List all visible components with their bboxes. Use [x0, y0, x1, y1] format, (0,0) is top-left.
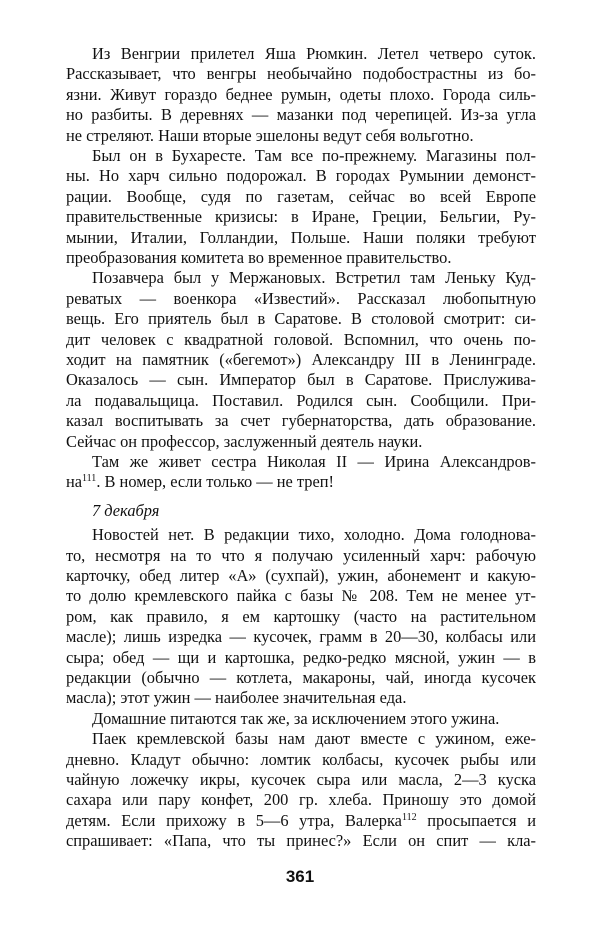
footnote-marker: 111: [82, 473, 97, 485]
text-line: редакции (обычно — котлета, макароны, чай, иногда кусочек: [66, 668, 536, 687]
text-line: Домашние питаются так же, за исключением этого ужина.: [92, 708, 500, 728]
text-line: Паек кремлевской базы нам дают вместе с ужином, еже-: [92, 729, 536, 749]
text-line: масла); этот ужин — наиболее значительная еда.: [66, 688, 407, 708]
text-line: рации. Вообще, судя по газетам, сейчас во всей Европе: [66, 186, 536, 206]
text-line: ны. Но харч сильно подорожал. В городах Румынии демонст-: [66, 166, 536, 186]
text-fragment: просыпается и: [416, 810, 536, 830]
text-line: вещь. Его приятель был в Саратове. В столовой смотрит: си-: [66, 309, 536, 329]
text-line: Там же живет сестра Николая II — Ирина Александров-: [92, 452, 536, 471]
text-line: Сейчас он профессор, заслуженный деятель науки.: [66, 431, 423, 451]
text-line: Оказалось — сын. Император был в Саратове. Прислужива-: [66, 370, 536, 390]
text-fragment: В номер, если только — не треп!: [104, 472, 334, 492]
text-line: сахара или пару конфет, 200 гр. хлеба. Приношу это домой: [66, 790, 536, 810]
text-line: преобразования комитета во временное правительство.: [66, 248, 452, 267]
text-line: Рассказывает, что венгры необычайно подобострастны из бо-: [66, 64, 536, 84]
text-line: реватых — военкора «Известий». Рассказал любопытную: [66, 288, 536, 308]
word: на: [66, 472, 83, 492]
text-line: казал воспитывать за счет губернаторства, дать образование.: [66, 411, 536, 431]
text-line: $на^{111}$. В номер, если только — не треп!: [66, 472, 334, 492]
text-fragment: детям. Если прихожу в 5—6 утра, Валерка: [66, 810, 402, 830]
text-line: сыра; обед — щи и картошка, редко-редко мясной, ужин — в: [66, 647, 536, 667]
page-number: 361: [285, 866, 315, 886]
text-line: Новостей нет. В редакции тихо, холодно. Дома голоднова-: [92, 525, 536, 545]
text-line: то долю кремлевского пайка с базы № 208. Тем не менее ут-: [66, 586, 536, 606]
text-line: но разбиты. В деревнях — мазанки под черепицей. Из-за угла: [66, 105, 536, 125]
text-line: Позавчера был у Мержановых. Встретил там Леньку Куд-: [92, 268, 536, 288]
text-line: не стреляют. Наши вторые эшелоны ведут себя вольготно.: [66, 125, 474, 145]
text-line: Из Венгрии прилетел Яша Рюмкин. Летел четверо суток.: [92, 44, 536, 63]
date-heading: 7 декабря: [92, 500, 160, 520]
text-line: то, несмотря на то что я получаю усиленный харч: рабочую: [66, 545, 536, 565]
text-line: ла подавальщица. Поставил. Родился сын. Сообщили. При-: [66, 390, 536, 410]
text-line: мынии, Италии, Голландии, Польше. Наши поляки требуют: [66, 227, 536, 247]
text-line: спрашивает: «Папа, что ты принес?» Если он спит — кла-: [66, 831, 536, 851]
text-line: карточку, обед литер «А» (сухпай), ужин, абонемент и какую-: [66, 566, 536, 585]
footnote-marker: 112: [401, 811, 417, 823]
text-line: [66, 811, 536, 831]
text-line: Был он в Бухаресте. Там все по-прежнему. Магазины пол-: [92, 146, 536, 165]
text-line: ром, как правило, я ем картошку (часто на растительном: [66, 606, 536, 626]
text-line: дит человек с квадратной головой. Вспомнил, что очень по-: [66, 329, 536, 349]
text-line: дневно. Кладут обычно: ломтик колбасы, кусочек рыбы или: [66, 749, 536, 769]
text-line: масле); лишь изредка — кусочек, грамм в 20—30, колбасы или: [66, 627, 536, 647]
text-line: правительственные кризисы: в Иране, Греции, Бельгии, Ру-: [66, 207, 536, 227]
text-line: язни. Живут гораздо беднее румын, одеты плохо. Города силь-: [66, 84, 536, 104]
text-line: чайную ложечку икры, кусочек сыра или масла, 2—3 куска: [66, 770, 536, 789]
text-line: ходит на памятник («бегемот») Александру III в Ленинграде.: [66, 350, 536, 369]
